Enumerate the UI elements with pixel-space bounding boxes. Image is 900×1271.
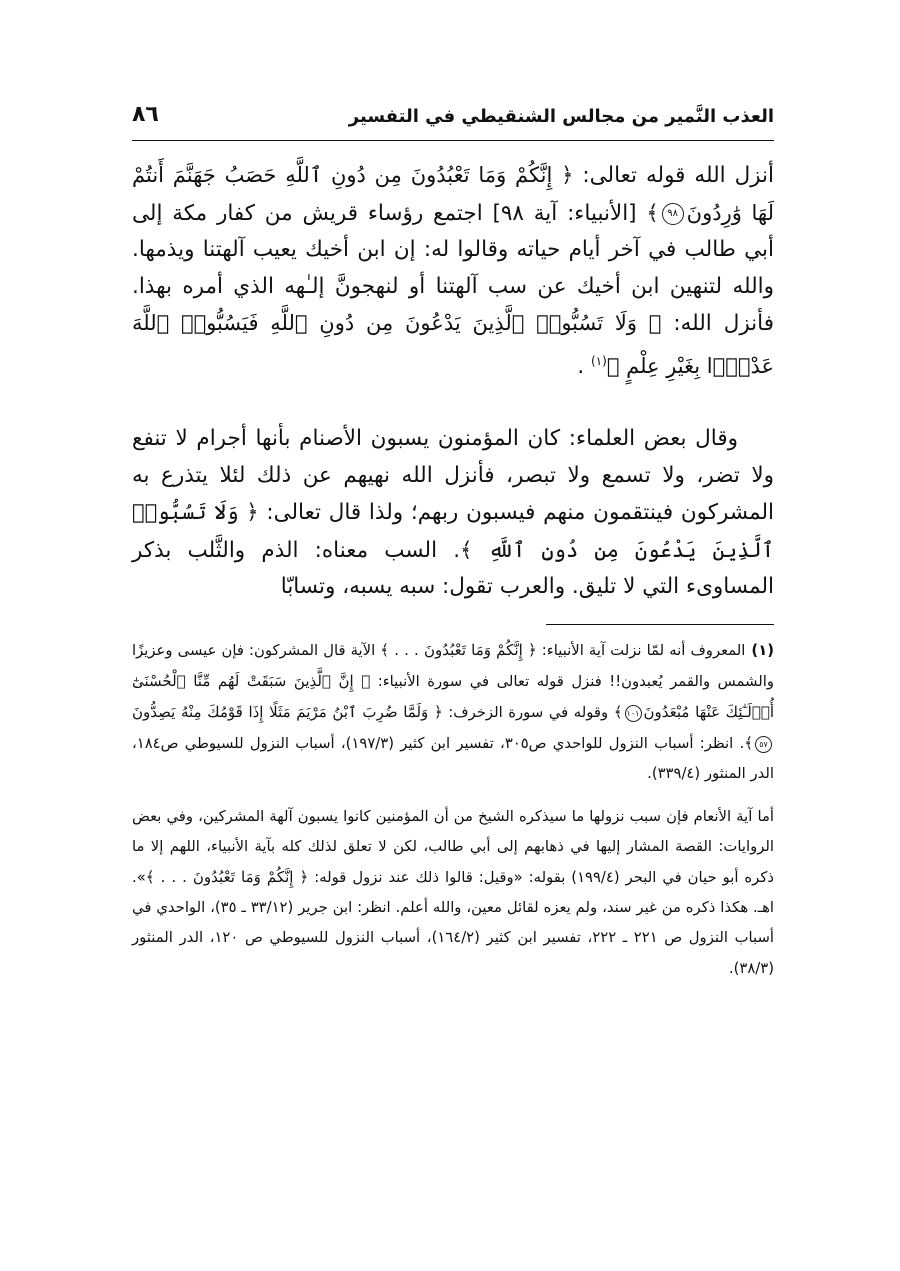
quran-close-bracket: ﴾ [646, 200, 659, 225]
fn1-quran-3-close: ﴾ [744, 734, 754, 753]
fn1-quran-1: ﴿ إِنَّكُمْ وَمَا تَعْبُدُونَ . . . ﴾ [380, 640, 537, 659]
fn1c-text-1: أما آية الأنعام فإن سبب نزولها ما سيذكره الشيخ من أن المؤمنين كانوا يسبون آلهة المشركين، وفي بعض الروايات: القصة المشار إليها في ذهابهم إلى أبي طالب، لكن لا تعلق لذلك كله بآية الأنبياء، اللهم إلا ما ذكره أبو حيان في البحر (١٩٩/٤) بقوله: «وقيل: قالوا ذلك عند نزول قوله: [132, 807, 774, 887]
paragraph-1 [132, 157, 774, 385]
fn1-ayah-marker-3: ٥٧ [755, 736, 772, 753]
footnote-reference: (١) [590, 353, 607, 368]
main-text [132, 157, 774, 606]
p1-narration: [الأنبياء: آية ٩٨] اجتمع رؤساء قريش من كفار مكة إلى أبي طالب في آخر أيام حياته وقالوا له: إن ابن أخيك يعيب آلهتنا ويذمها. والله لتنهين ابن أخيك عن سب آلهتنا أو لنهجونَّ إلـٰهه الذي أمره بهذا. فأنزل الله: [132, 200, 774, 336]
ayah-number-marker: ٩٨ [662, 203, 684, 225]
p1-intro: أنزل الله قوله تعالى: [573, 163, 775, 188]
quran-verse-anbiya-98: ﴿ إِنَّكُمْ وَمَا تَعْبُدُونَ مِن دُونِ ٱللَّهِ حَصَبُ جَهَنَّمَ أَنتُمْ لَهَا وَٰرِدُونَ [132, 163, 774, 225]
p2-text-1: وقال بعض العلماء: كان المؤمنون يسبون الأصنام بأنها أجرام لا تنفع ولا تضر، ولا تسمع ولا تبصر، فأنزل الله نهيهم عن ذلك لئلا يتذرع به المشركون فينتقمون منهم فيسبون ربهم؛ ولذا قال تعالى: [132, 426, 775, 526]
running-title: العذب النَّمير من مجالس الشنقيطي في التفسير [348, 106, 774, 127]
fn1c-text-2: ». اهـ. هكذا ذكره من غير سند، ولم يعزه لقائل معين، والله أعلم. انظر: ابن جرير (٣٣/١٢ ـ ٣٥)، الواحدي في أسباب النزول ص ٢٢١ ـ ٢٢٢، تفسير ابن كثير (١٦٤/٢)، أسباب النزول للسيوطي ص ١٢٠، الدر المنثور (٣٨/٣). [132, 869, 775, 977]
quran-verse-anam-108-short: ﴿ وَلَا تَسُبُّوا۟ ٱلَّذِينَ يَدْعُونَ مِن دُونِ ٱللَّهِ ﴾ [132, 500, 775, 562]
fn1-text-4: . انظر: أسباب النزول للواحدي ص٣٠٥، تفسير ابن كثير (١٩٧/٣)، أسباب النزول للسيوطي ص١٨٤، الدر المنثور (٣٣٩/٤). [132, 735, 774, 783]
page-number: ٨٦ [132, 102, 159, 127]
book-page [132, 100, 774, 1200]
fn1-quran-3: ﴿ وَلَمَّا ضُرِبَ ٱبْنُ مَرْيَمَ مَثَلًا إِذَا قَوْمُكَ مِنْهُ يَصِدُّونَ [132, 703, 443, 722]
quran-verse-anam-108: ﴿ وَلَا تَسُبُّوا۟ ٱلَّذِينَ يَدْعُونَ مِن دُونِ ٱللَّهِ فَيَسُبُّوا۟ ٱللَّهَ عَدْوًۢا بِغَيْرِ عِلْمٍ ﴾ [132, 311, 774, 378]
p1-end: . [577, 353, 591, 379]
fn1-text-1: المعروف أنه لمّا نزلت آية الأنبياء: [536, 641, 746, 659]
footnote-separator [546, 624, 774, 625]
fn1c-quran: ﴿ إِنَّكُمْ وَمَا تَعْبُدُونَ . . . ﴾ [145, 868, 309, 887]
paragraph-2 [132, 421, 774, 606]
fn1-quran-2: ﴿ إِنَّ ٱلَّذِينَ سَبَقَتْ لَهُم مِّنَّا ٱلْحُسْنَىٰٓ أُو۟لَـٰٓئِكَ عَنْهَا مُبْعَدُونَ [132, 671, 774, 722]
footnote-separator-wrap [132, 606, 774, 625]
footnotes [132, 635, 774, 984]
footnote-number: (١) [751, 641, 774, 659]
fn1-text-3: وقوله في سورة الزخرف: [442, 704, 614, 722]
footnote-1 [132, 635, 774, 790]
p2-text-2: . السب معناه: الذم والثَّلب بذكر المساوىء التي لا تليق. والعرب تقول: سبه يسبه، وتسابّا [132, 537, 774, 600]
fn1-quran-2-close: ﴾ [613, 703, 623, 722]
footnote-1-continuation [132, 802, 774, 984]
fn1-text-2: الآية قال المشركون: فإن عيسى وعزيزًا والشمس والقمر يُعبدون!! فنزل قوله تعالى في سورة الأنبياء: [132, 641, 774, 690]
fn1-ayah-marker-2: ١٠١ [625, 705, 642, 722]
running-header [132, 100, 774, 141]
